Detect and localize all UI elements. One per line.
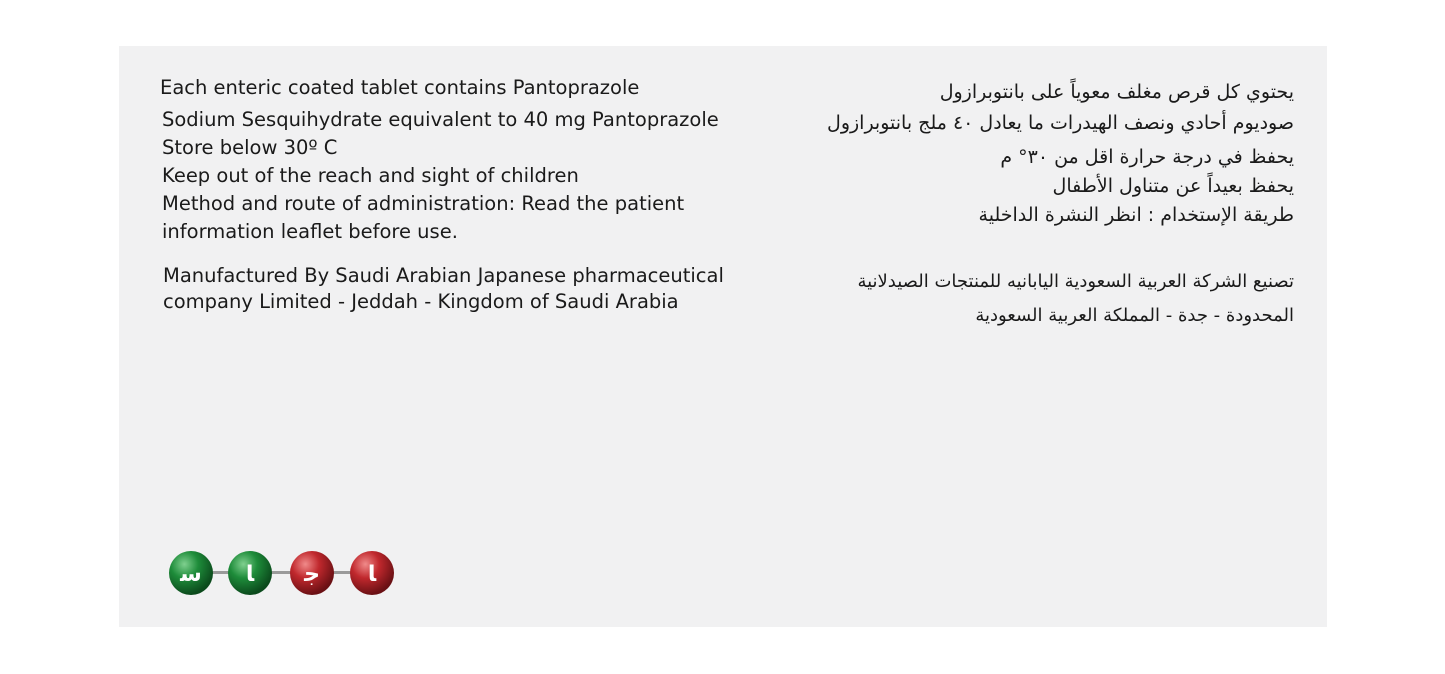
arabic-manufacturer-line-2: المحدودة - جدة - المملكة العربية السعودية (975, 305, 1294, 326)
english-method-line-2: information leaflet before use. (162, 220, 458, 243)
english-manufacturer-line-2: company Limited - Jeddah - Kingdom of Saudi Arabia (163, 290, 679, 313)
arabic-children-warning: يحفظ بعيداً عن متناول الأطفال (1052, 175, 1294, 197)
arabic-composition-line-2: صوديوم أحادي ونصف الهيدرات ما يعادل ٤٠ ملج بانتوبرازول (827, 112, 1294, 134)
logo-ball-1 (169, 551, 213, 595)
english-composition-line-1: Each enteric coated tablet contains Pantoprazole (160, 76, 640, 99)
logo-letter-2: ﺎ (245, 562, 255, 587)
arabic-method: طريقة الإستخدام : انظر النشرة الداخلية (978, 204, 1294, 226)
english-manufacturer-line-1: Manufactured By Saudi Arabian Japanese pharmaceutical (163, 264, 724, 287)
arabic-instructions (794, 143, 1294, 230)
arabic-manufacturer-line-1: تصنيع الشركة العربية السعودية اليابانيه للمنتجات الصيدلانية (857, 271, 1294, 292)
logo-ball-2 (228, 551, 272, 595)
logo-ball-4 (350, 551, 394, 595)
logo-ball-3 (290, 551, 334, 595)
logo-letter-3: ﺟ (304, 562, 320, 587)
english-method-line-1: Method and route of administration: Read the patient (162, 192, 685, 215)
english-composition-2 (162, 106, 719, 246)
logo-connector-bar (187, 571, 377, 574)
english-manufacturer (163, 263, 724, 315)
arabic-composition-line-1: يحتوي كل قرص مغلف معوياً على بانتوبرازول (939, 81, 1294, 103)
arabic-composition (794, 77, 1294, 139)
english-storage: Store below 30º C (162, 136, 338, 159)
english-composition-line-2: Sodium Sesquihydrate equivalent to 40 mg Pantoprazole (162, 108, 719, 131)
english-composition (160, 74, 639, 102)
logo-letter-4: ﺎ (367, 562, 377, 587)
saja-logo (167, 549, 397, 597)
arabic-manufacturer (774, 265, 1294, 333)
logo-letter-1: ﺳ (180, 562, 202, 587)
arabic-storage: يحفظ في درجة حرارة اقل من ٣٠° م (1000, 146, 1294, 168)
english-children-warning: Keep out of the reach and sight of children (162, 164, 579, 187)
